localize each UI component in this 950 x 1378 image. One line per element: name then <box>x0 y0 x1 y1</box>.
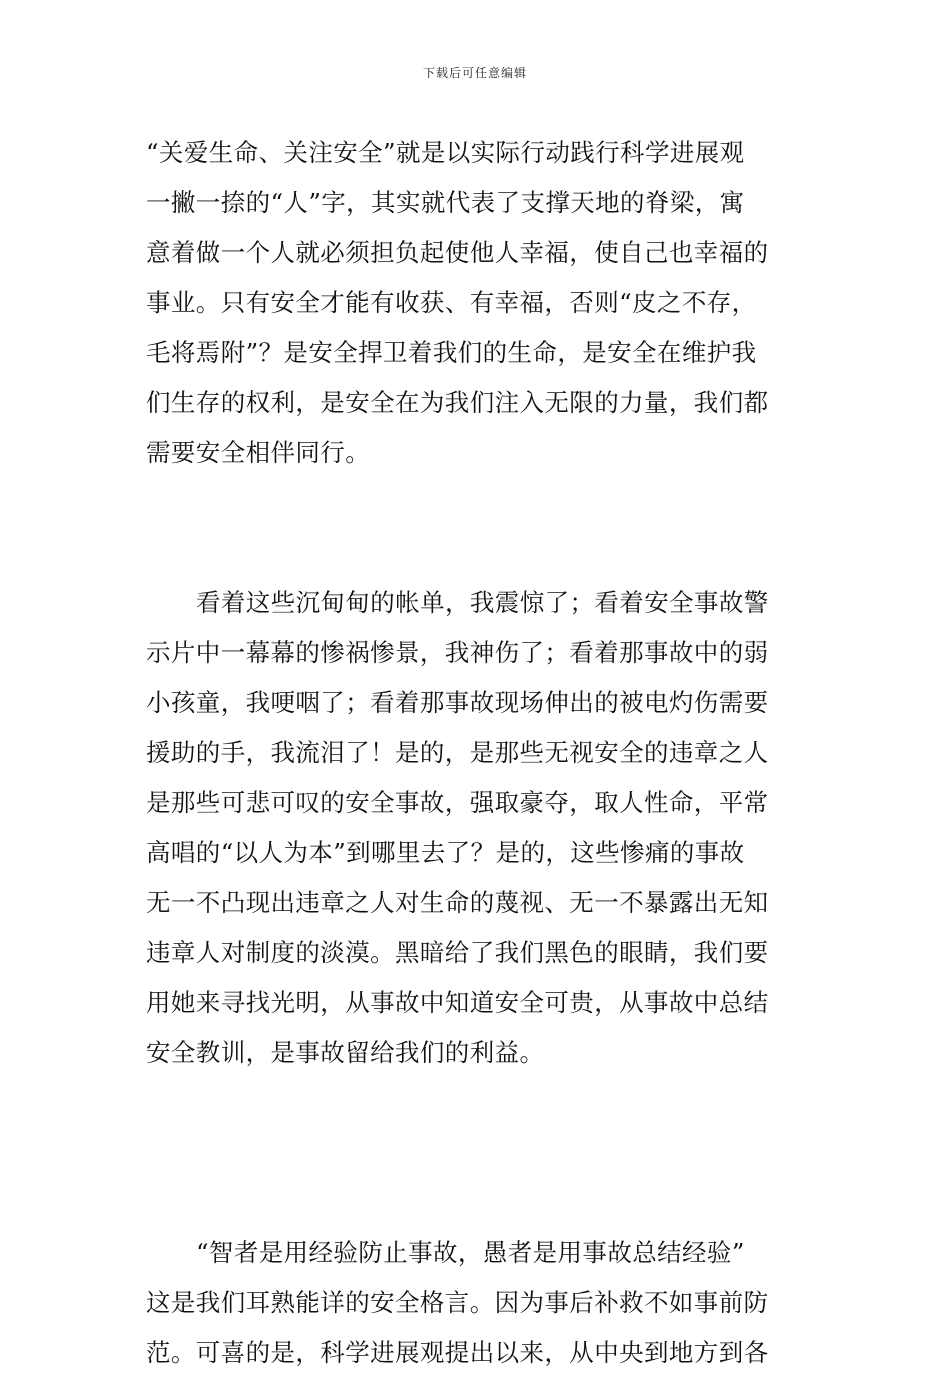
page-header: 下载后可任意编辑 <box>422 66 527 80</box>
paragraph-spacer <box>146 1178 810 1228</box>
text-line: 事业。只有安全才能有收获、有幸福，否则“皮之不存， <box>146 288 757 317</box>
text-line: 用她来寻找光明，从事故中知道安全可贵，从事故中总结 <box>146 988 769 1017</box>
paragraph-spacer <box>146 478 810 528</box>
paragraph-1 <box>146 128 810 478</box>
text-line: 需要安全相伴同行。 <box>146 438 371 467</box>
text-line: 无一不凸现出违章之人对生命的蔑视、无一不暴露出无知 <box>146 888 769 917</box>
text-line: 示片中一幕幕的惨祸惨景，我神伤了；看着那事故中的弱 <box>146 638 769 667</box>
text-line: 是那些可悲可叹的安全事故，强取豪夺，取人性命，平常 <box>146 788 769 817</box>
text-line-indented: “智者是用经验防止事故，愚者是用事故总结经验” <box>196 1238 745 1267</box>
text-line <box>146 1078 810 1128</box>
text-line-indented: 看着这些沉甸甸的帐单，我震惊了；看着安全事故警 <box>196 588 769 617</box>
text-line: 援助的手，我流泪了！是的，是那些无视安全的违章之人 <box>146 738 769 767</box>
text-line: 高唱的“以人为本”到哪里去了？是的，这些惨痛的事故 <box>146 838 745 867</box>
text-line: 这是我们耳熟能详的安全格言。因为事后补救不如事前防 <box>146 1288 769 1317</box>
paragraph-3 <box>146 1228 810 1378</box>
text-line: “关爱生命、关注安全”就是以实际行动践行科学进展观 <box>146 138 745 167</box>
document-body <box>146 128 810 1378</box>
text-line: 们生存的权利，是安全在为我们注入无限的力量，我们都 <box>146 388 769 417</box>
text-line: 违章人对制度的淡漠。黑暗给了我们黑色的眼睛，我们要 <box>146 938 769 967</box>
paragraph-spacer <box>146 1128 810 1178</box>
text-line: 毛将焉附”？是安全捍卫着我们的生命，是安全在维护我 <box>146 338 757 367</box>
text-line: 意着做一个人就必须担负起使他人幸福，使自己也幸福的 <box>146 238 769 267</box>
text-line: 小孩童，我哽咽了；看着那事故现场伸出的被电灼伤需要 <box>146 688 769 717</box>
text-line: 范。可喜的是，科学进展观提出以来，从中央到地方到各 <box>146 1338 769 1367</box>
text-line: 安全教训，是事故留给我们的利益。 <box>146 1038 545 1067</box>
paragraph-2 <box>146 578 810 1128</box>
text-line: 一撇一捺的“人”字，其实就代表了支撑天地的脊梁，寓 <box>146 188 745 217</box>
paragraph-spacer <box>146 528 810 578</box>
